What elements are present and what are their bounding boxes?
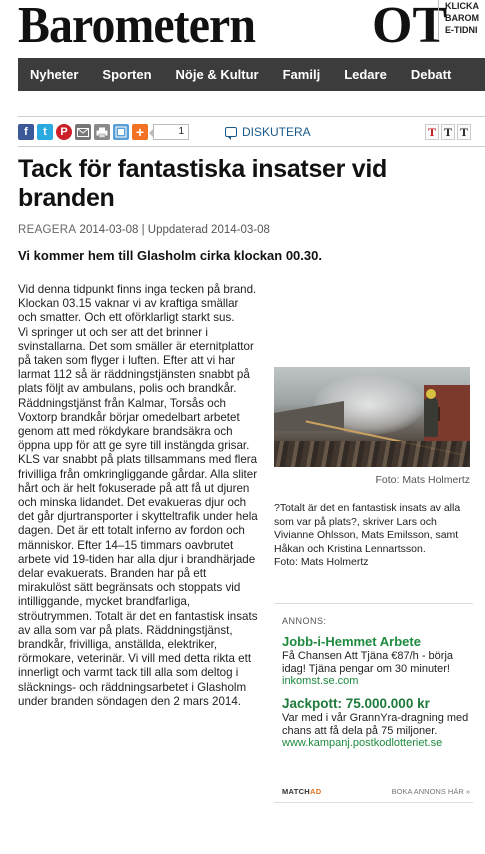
article-headline: Tack för fantastiska insatser vid branden (18, 155, 387, 212)
site-logo[interactable]: Barometern (18, 0, 256, 54)
share-count: 1 (153, 124, 189, 140)
react-link[interactable]: REAGERA (18, 224, 77, 236)
print-icon[interactable] (94, 124, 110, 140)
ad-text: Få Chansen Att Tjäna €87/h - börja idag! Tjäna pengar om 30 minuter! (282, 650, 454, 675)
nav-item-debatt[interactable]: Debatt (410, 67, 452, 82)
nav-item-nyheter[interactable]: Nyheter (30, 67, 79, 82)
nav-item-sporten[interactable]: Sporten (102, 67, 152, 82)
discuss-label: DISKUTERA (242, 125, 311, 139)
caption-credit: Foto: Mats Holmertz (274, 556, 369, 568)
promo-line: E-TIDNI (445, 25, 478, 35)
article-photo[interactable] (274, 367, 470, 467)
book-ad-link[interactable]: BOKA ANNONS HÄR » (391, 787, 470, 796)
body-paragraph: KLS var snabbt på plats tillsammans med flera frivilliga från omkringliggande gårdar. Alla sliter hårt och är helt fokuserade på att få ut djuren och minska lidandet. Det evakueras djur och det går djurtransporter i skytteltrafik under hela dagen. Det är ett totalt inferno av fordon och människor. Efter 14–15 timmars oavbrutet arbete vid 19-tiden har alla djur i brandhärjade delar evakuerats. Branden har på ett mirakulöst sätt begränsats och stoppats vid intilliggande, mycket brandfarliga, ströutrymmen. Totalt är det en fantastisk insats av alla som var på plats. Räddningstjänst, brandkår, frivilliga, anställda, elektriker, rörmokare, veterinär. Vi vill med detta rikta ett innerligt och varmt tack till alla som deltog i släcknings- och räddningsarbetet i Glasholm under branden söndagen den 2 mars 2014. (18, 453, 258, 708)
discuss-link[interactable] (225, 125, 311, 139)
e-paper-promo[interactable] (438, 0, 485, 40)
ad-item[interactable] (282, 634, 470, 688)
ad-title[interactable]: Jobb-i-Hemmet Arbete (282, 634, 421, 649)
published-date: 2014-03-08 (79, 224, 139, 236)
text-size-medium-button[interactable]: T (441, 124, 455, 140)
divider (18, 146, 485, 147)
article-body (18, 283, 258, 709)
promo-line: BAROM (445, 13, 479, 23)
ad-link[interactable]: www.kampanj.postkodlotteriet.se (282, 737, 443, 749)
ad-link[interactable]: inkomst.se.com (282, 675, 359, 687)
ads-label: ANNONS: (282, 616, 327, 626)
pinterest-icon[interactable]: P (56, 124, 72, 140)
text-size-small-button[interactable]: T (425, 124, 439, 140)
body-paragraph: Vid denna tidpunkt finns inga tecken på brand. Klockan 03.15 vaknar vi av kraftiga smällar och smatter. Och ett oförklarligt starkt sus. (18, 283, 257, 325)
text-size-controls (423, 124, 471, 140)
nav-item-noje-kultur[interactable]: Nöje & Kultur (175, 67, 259, 82)
share-toolbar (18, 122, 485, 142)
photo-credit: Foto: Mats Holmertz (375, 474, 470, 486)
photo-caption (274, 502, 470, 570)
ad-box (274, 603, 473, 803)
mail-icon[interactable] (75, 124, 91, 140)
matchad-logo[interactable]: MATCHAD (282, 787, 322, 796)
plus-icon[interactable]: + (132, 124, 148, 140)
ad-text: Var med i vår GrannYra-dragning med chans att få dela på 75 miljoner. (282, 712, 469, 737)
ad-title[interactable]: Jackpott: 75.000.000 kr (282, 696, 430, 711)
nav-item-ledare[interactable]: Ledare (344, 67, 387, 82)
ad-item[interactable] (282, 696, 470, 750)
body-paragraph: Vi springer ut och ser att det brinner i svinstallarna. Det som smäller är eternitplattor på taken som flyger i luften. Efter att vi har larmat 112 så är räddningstjänsten snabbt på plats följt av ambulans, polis och brandkår. Räddningstjänst från Kalmar, Torsås och Voxtorp brandkår börjar omedelbart arbetet genom att med rökdykare brandsäkra och öppna upp för att ge syre till instängda grisar. (18, 325, 254, 453)
main-nav (18, 58, 485, 91)
site-logo-suffix[interactable]: OT (372, 0, 448, 54)
article-figure (274, 367, 470, 570)
divider (18, 116, 485, 117)
ads-footer (282, 787, 470, 796)
comment-bubble-icon (225, 127, 237, 137)
google-plus-icon[interactable] (113, 124, 129, 140)
facebook-icon[interactable]: f (18, 124, 34, 140)
caption-text: ?Totalt är det en fantastisk insats av alla som var på plats?, skriver Lars och Vivianne Ohlsson, Mats Emilsson, samt Håkan och Kristina Lennartsson. (274, 502, 461, 555)
text-size-large-button[interactable]: T (457, 124, 471, 140)
twitter-icon[interactable]: t (37, 124, 53, 140)
promo-line: KLICKA (445, 1, 479, 11)
nav-item-familj[interactable]: Familj (282, 67, 321, 82)
masthead (0, 0, 485, 58)
updated-date: | Uppdaterad 2014-03-08 (141, 224, 270, 236)
article-ingress: Vi kommer hem till Glasholm cirka klockan 00.30. (18, 248, 322, 263)
article-meta (18, 224, 270, 236)
